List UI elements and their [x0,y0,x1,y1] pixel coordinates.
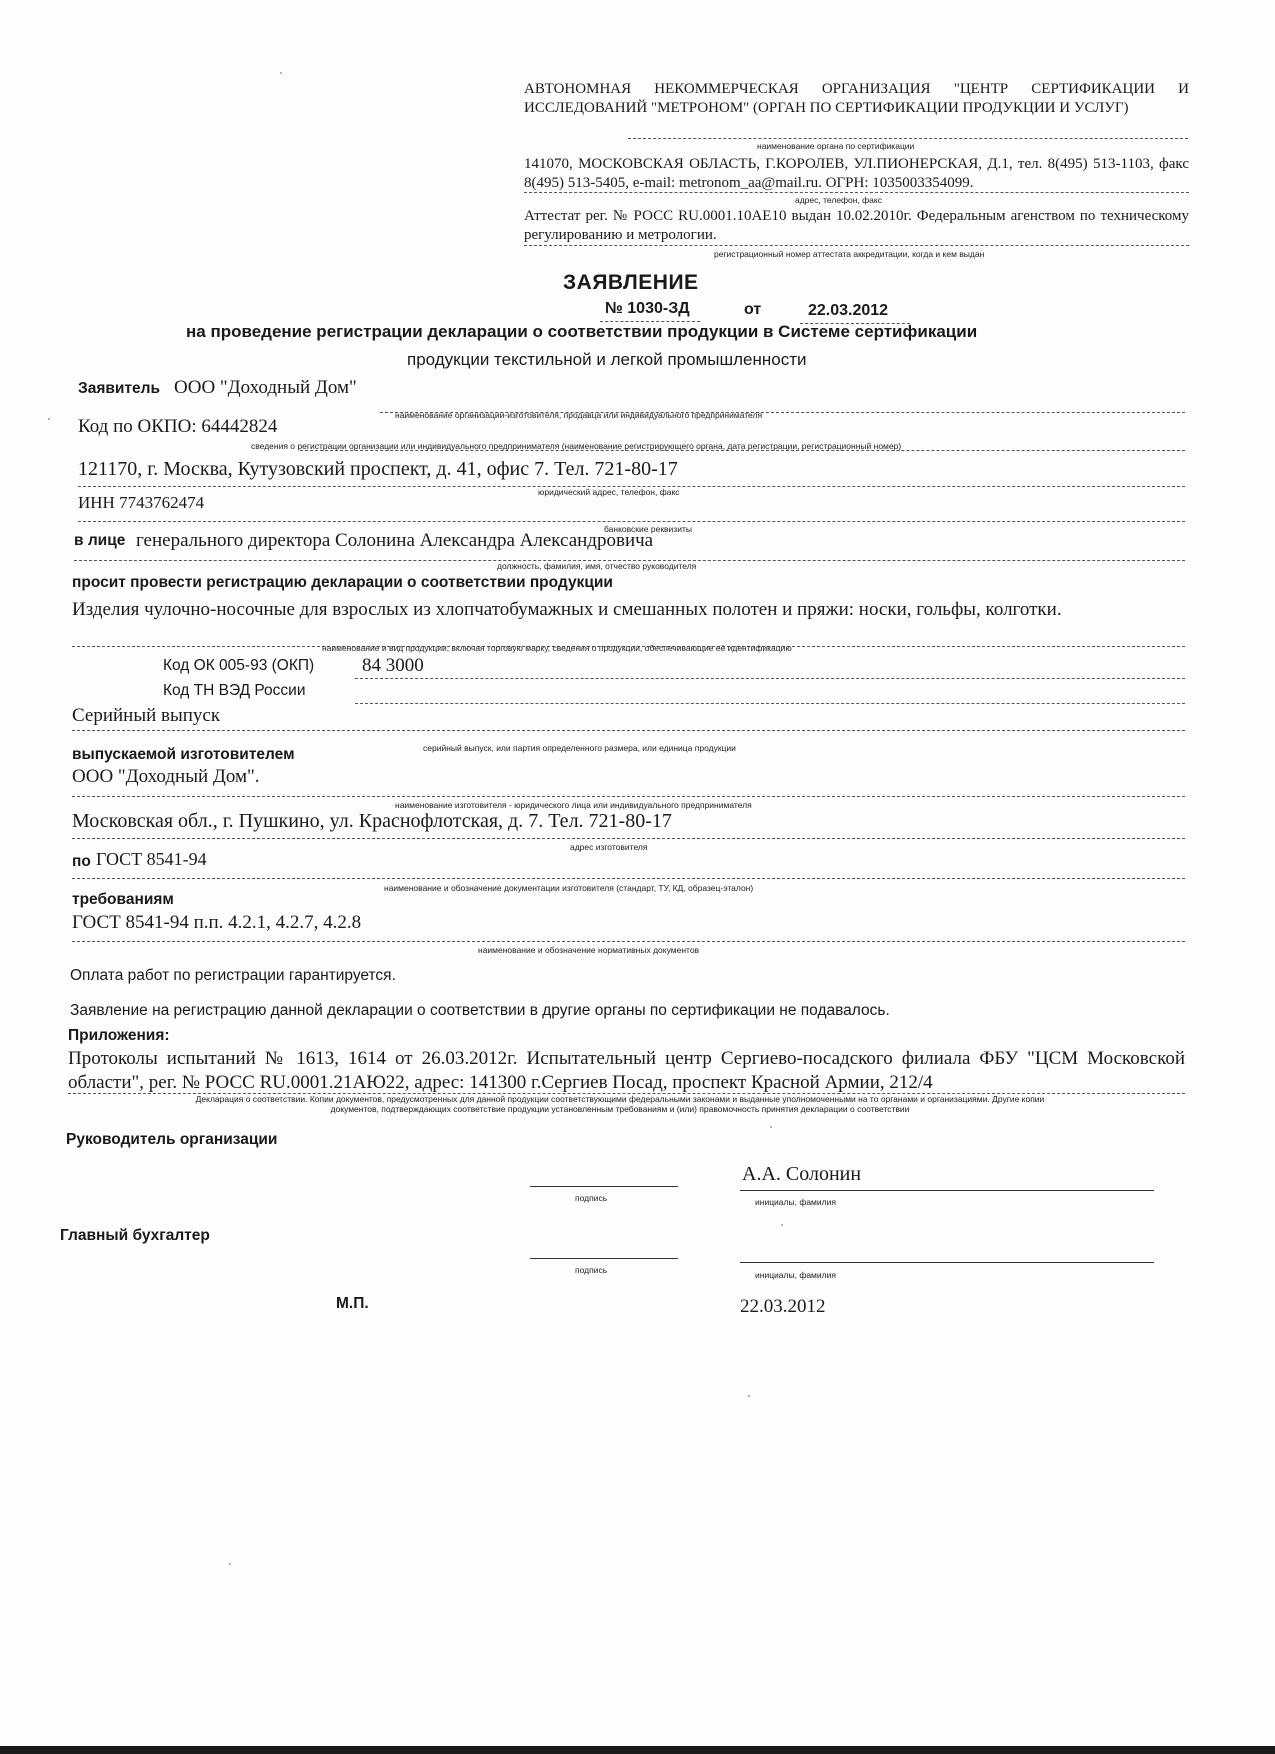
applicant-inn-line [78,521,1185,522]
applicant-address: 121170, г. Москва, Кутузовский проспект, д. 41, офис 7. Тел. 721-80-17 [78,458,678,480]
head-signature-line [530,1186,678,1187]
manufacturer-doc-caption: наименование и обозначение документации изготовителя (стандарт, ТУ, КД, образец-эталон) [384,883,754,893]
product-caption: наименование и вид продукции, включая торговую марку, сведения о продукции, обеспечивающие её идентификацию [322,643,792,653]
organ-address: 141070, МОСКОВСКАЯ ОБЛАСТЬ, Г.КОРОЛЕВ, УЛ.ПИОНЕРСКАЯ, Д.1, тел. 8(495) 513-1103, факс 8(495) 513-5405, e-mail: metronom_aa@mail.ru. ОГРН: 1035003354099. [524,156,1189,191]
manufacturer-value: ООО "Доходный Дом". [72,766,260,787]
applicant-caption: наименование организации-изготовителя, продавца или индивидуального предпринимателя [395,410,763,420]
accountant-name-caption: инициалы, фамилия [755,1270,836,1280]
applicant-value: ООО "Доходный Дом" [174,377,357,398]
attachments-note-2: документов, подтверждающих соответствие продукции установленным требованиям и (или) правомочность принятия декларации о соответствии [330,1104,910,1114]
head-name-line [740,1190,1154,1191]
document-subtitle-2: продукции текстильной и легкой промышленности [407,350,807,369]
document-heading: ЗАЯВЛЕНИЕ [563,271,699,294]
accountant-label: Главный бухгалтер [60,1227,210,1244]
product-ok-label: Код ОК 005-93 (ОКП) [163,657,315,674]
manufacturer-address: Московская обл., г. Пушкино, ул. Краснофлотская, д. 7. Тел. 721-80-17 [72,810,672,832]
document-date: 22.03.2012 [808,302,889,319]
applicant-person-caption: должность, фамилия, имя, отчество руководителя [497,561,697,571]
organ-attestat: Аттестат рег. № РОСС RU.0001.10АЕ10 выдан 10.02.2010г. Федеральным агенством по техническому регулированию и метрологии. [524,208,1189,243]
product-description: Изделия чулочно-носочные для взрослых из хлопчатобумажных и смешанных полотен и пряжи: носки, гольфы, колготки. [72,599,1062,620]
head-name-caption: инициалы, фамилия [755,1197,836,1207]
document-subtitle-1: на проведение регистрации декларации о соответствии продукции в Системе сертификации [186,322,978,341]
accountant-signature-caption: подпись [575,1265,608,1275]
requirements-label: требованиям [72,891,174,908]
applicant-okpo-caption: сведения о регистрации организации или индивидуального предпринимателя (наименование регистрирующего органа, дата регистрации, регистрационный номер) [251,441,902,451]
manufacturer-line [72,796,1185,797]
payment-statement: Оплата работ по регистрации гарантируется. [70,967,396,984]
applicant-address-caption: юридический адрес, телефон, факс [538,487,680,497]
organ-name: АВТОНОМНАЯ НЕКОММЕРЧЕСКАЯ ОРГАНИЗАЦИЯ "ЦЕНТР СЕРТИФИКАЦИИ И ИССЛЕДОВАНИЙ "МЕТРОНОМ" (ОРГАН ПО СЕРТИФИКАЦИИ ПРОДУКЦИИ И УСЛУГ) [524,81,1189,116]
attachments-note-1: Декларация о соответствии. Копии документов, предусмотренных для данной продукции соответствующими федеральными законами и выданные уполномоченными на то органами и организациями. Другие копии [195,1094,1045,1104]
accountant-signature-line [530,1258,678,1259]
manufacturer-caption: наименование изготовителя - юридического лица или индивидуального предпринимателя [395,800,752,810]
head-signature-caption: подпись [575,1193,608,1203]
applicant-inn: ИНН 7743762474 [78,493,205,512]
applicant-person-label: в лице [74,532,126,549]
manufacturer-address-line [72,838,1185,839]
manufacturer-address-caption: адрес изготовителя [570,842,648,852]
product-ok-value: 84 3000 [362,655,424,676]
scan-speck [748,1395,750,1397]
head-name: А.А. Солонин [742,1163,862,1185]
manufacturer-doc-value: ГОСТ 8541-94 [96,849,207,869]
requirements-caption: наименование и обозначение нормативных документов [478,945,700,955]
product-ok-line [355,678,1185,679]
organ-address-caption: адрес, телефон, факс [795,195,882,205]
applicant-okpo: Код по ОКПО: 64442824 [78,416,278,437]
requirements-line [72,941,1185,942]
not-submitted-statement: Заявление на регистрацию данной декларации о соответствии в другие органы по сертификации не подавалось. [70,1002,890,1019]
organ-address-line [524,192,1189,193]
scan-speck [229,1563,231,1565]
manufacturer-doc-prefix: по [72,853,91,870]
scan-speck [770,1126,772,1128]
requirements-value: ГОСТ 8541-94 п.п. 4.2.1, 4.2.7, 4.2.8 [72,912,362,933]
scan-speck [781,1224,783,1226]
manufacturer-doc-line [72,878,1185,879]
head-label: Руководитель организации [66,1131,278,1148]
scan-bottom-edge [0,1746,1275,1754]
document-from-label: от [744,301,762,318]
manufacturer-label: выпускаемой изготовителем [72,746,295,763]
product-serial: Серийный выпуск [72,705,221,726]
attachments-text: Протоколы испытаний № 1613, 1614 от 26.03.2012г. Испытательный центр Сергиево-посадского филиала ФБУ "ЦСМ Московской области", рег. № РОСС RU.0001.21АЮ22, адрес: 141300 г.Сергиев Посад, проспект Красной Армии, 212/4 [68,1048,1185,1093]
organ-attestat-line [524,245,1189,246]
product-tnved-line [355,703,1185,704]
organ-name-caption: наименование органа по сертификации [757,141,915,151]
applicant-inn-caption: банковские реквизиты [604,524,692,534]
applicant-person-value: генерального директора Солонина Александра Александровича [136,530,654,551]
scan-speck [280,72,282,74]
stamp-label: М.П. [336,1295,369,1312]
organ-attestat-caption: регистрационный номер аттестата аккредитации, когда и кем выдан [714,249,985,259]
product-tnved-label: Код ТН ВЭД России [163,682,306,699]
product-serial-caption: серийный выпуск, или партия определенного размера, или единица продукции [423,743,736,753]
document-number: № 1030-ЗД [605,300,690,317]
product-serial-line [72,730,1185,731]
organ-name-line [628,138,1188,139]
scan-speck [48,418,50,420]
applicant-label: Заявитель [78,380,161,397]
attachments-label: Приложения: [68,1027,170,1044]
accountant-name-line [740,1262,1154,1263]
signature-date: 22.03.2012 [740,1296,826,1317]
product-request-label: просит провести регистрацию декларации о соответствии продукции [72,574,613,591]
